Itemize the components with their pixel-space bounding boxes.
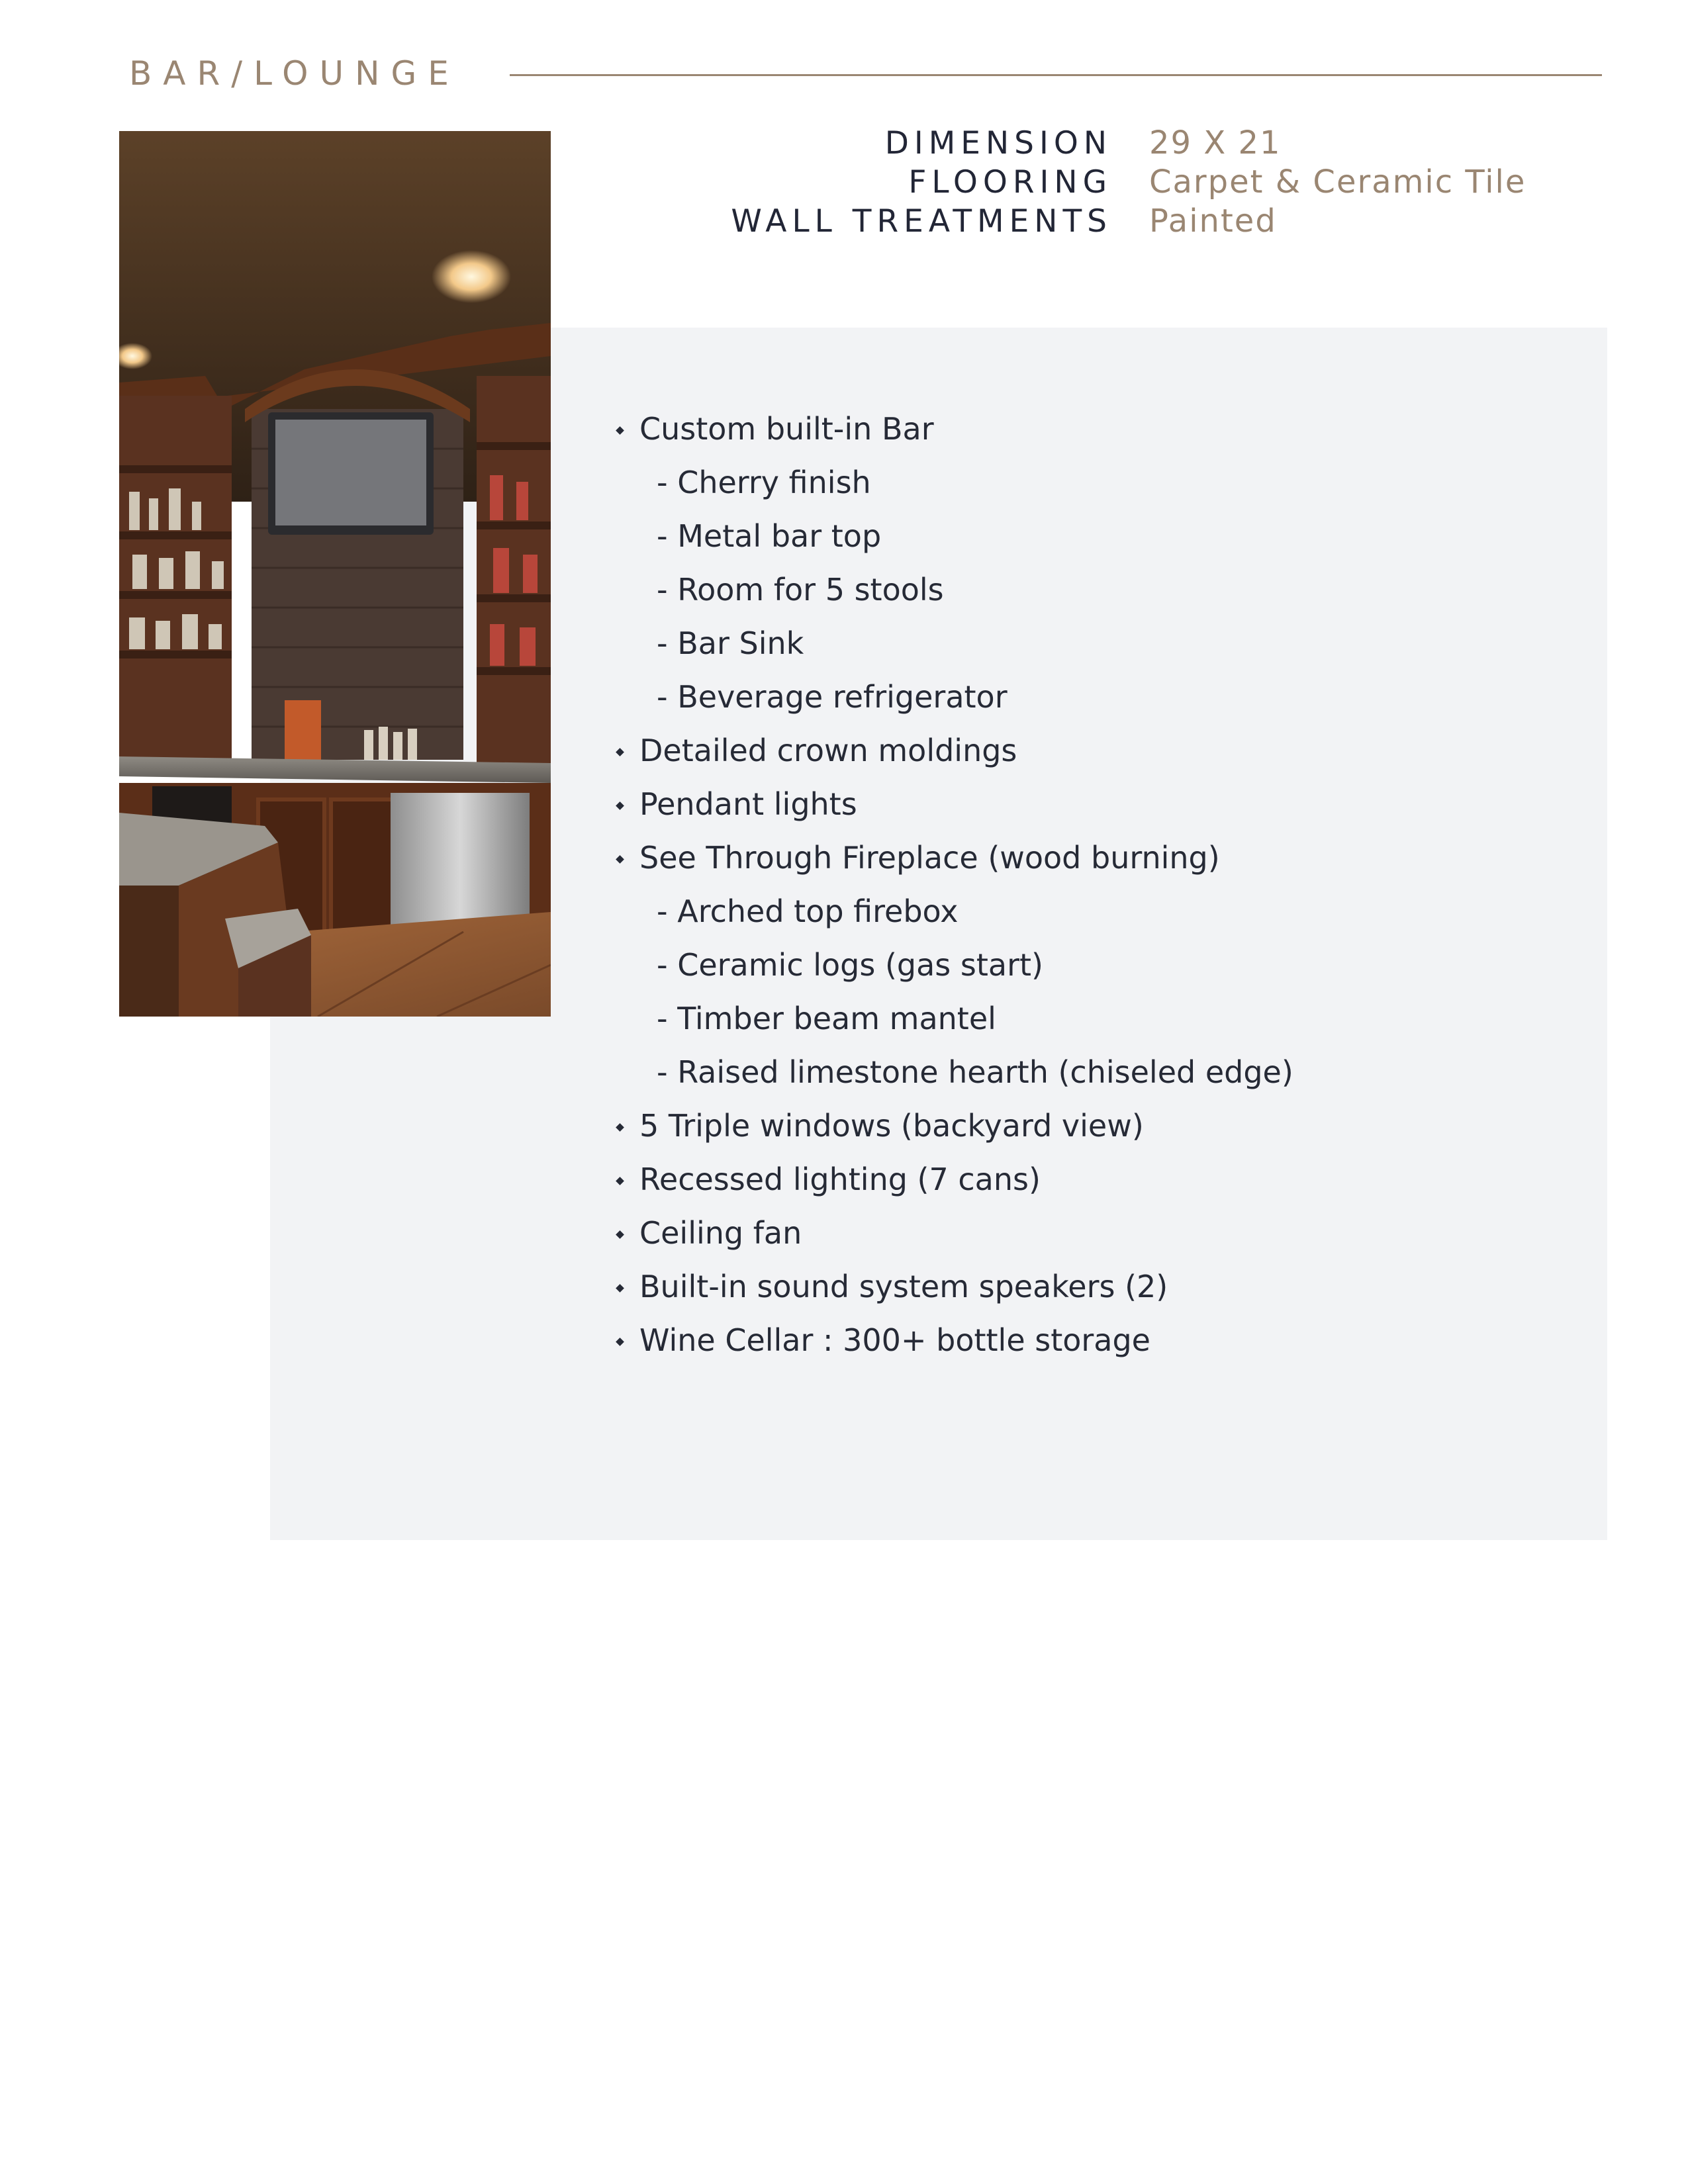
feature-item — [616, 407, 1575, 461]
feature-text: - Metal bar top — [657, 518, 882, 554]
feature-item — [616, 1158, 1575, 1211]
bar-lounge-photo — [119, 131, 551, 1017]
feature-text: - Room for 5 stools — [657, 572, 944, 608]
feature-subitem — [616, 1050, 1575, 1104]
feature-text: - Beverage refrigerator — [657, 679, 1008, 715]
feature-item — [616, 782, 1575, 836]
feature-list — [616, 407, 1575, 1372]
spec-label: FLOORING — [908, 164, 1112, 201]
feature-subitem — [616, 461, 1575, 514]
spec-label: DIMENSION — [884, 125, 1112, 161]
feature-text: 5 Triple windows (backyard view) — [639, 1108, 1144, 1144]
feature-subitem — [616, 621, 1575, 675]
bullet-icon — [616, 801, 624, 810]
spec-value: Painted — [1149, 203, 1277, 240]
bullet-icon — [616, 1338, 624, 1346]
room-specs — [596, 124, 1589, 242]
feature-text: - Ceramic logs (gas start) — [657, 947, 1043, 983]
feature-subitem — [616, 997, 1575, 1050]
feature-text: - Bar Sink — [657, 625, 804, 661]
feature-text: Detailed crown moldings — [639, 733, 1017, 768]
spec-row-flooring — [596, 163, 1589, 203]
feature-text: Built-in sound system speakers (2) — [639, 1269, 1168, 1304]
spec-row-wall-treatments — [596, 203, 1589, 242]
spec-value: Carpet & Ceramic Tile — [1149, 163, 1526, 201]
feature-text: Ceiling fan — [639, 1215, 802, 1251]
bullet-icon — [616, 748, 624, 756]
feature-text: Wine Cellar : 300+ bottle storage — [639, 1322, 1150, 1358]
bullet-icon — [616, 1230, 624, 1239]
feature-subitem — [616, 675, 1575, 729]
feature-text: Custom built-in Bar — [639, 411, 934, 447]
feature-text: - Cherry finish — [657, 465, 871, 500]
spec-row-dimension — [596, 124, 1589, 163]
bullet-icon — [616, 426, 624, 435]
feature-item — [616, 729, 1575, 782]
feature-text: - Raised limestone hearth (chiseled edge) — [657, 1054, 1293, 1090]
bullet-icon — [616, 1177, 624, 1185]
feature-subitem — [616, 889, 1575, 943]
feature-item — [616, 1104, 1575, 1158]
section-title: BAR/LOUNGE — [129, 54, 460, 93]
feature-text: - Timber beam mantel — [657, 1001, 996, 1036]
feature-item — [616, 1211, 1575, 1265]
bullet-icon — [616, 855, 624, 864]
bullet-icon — [616, 1123, 624, 1132]
feature-subitem — [616, 943, 1575, 997]
feature-item — [616, 836, 1575, 889]
feature-text: See Through Fireplace (wood burning) — [639, 840, 1220, 876]
feature-text: - Arched top firebox — [657, 893, 959, 929]
feature-text: Pendant lights — [639, 786, 857, 822]
feature-subitem — [616, 568, 1575, 621]
feature-item — [616, 1265, 1575, 1318]
header-divider — [510, 74, 1602, 76]
spec-value: 29 X 21 — [1149, 124, 1282, 161]
feature-subitem — [616, 514, 1575, 568]
bullet-icon — [616, 1284, 624, 1293]
spec-label: WALL TREATMENTS — [731, 203, 1112, 240]
feature-item — [616, 1318, 1575, 1372]
feature-text: Recessed lighting (7 cans) — [639, 1161, 1041, 1197]
